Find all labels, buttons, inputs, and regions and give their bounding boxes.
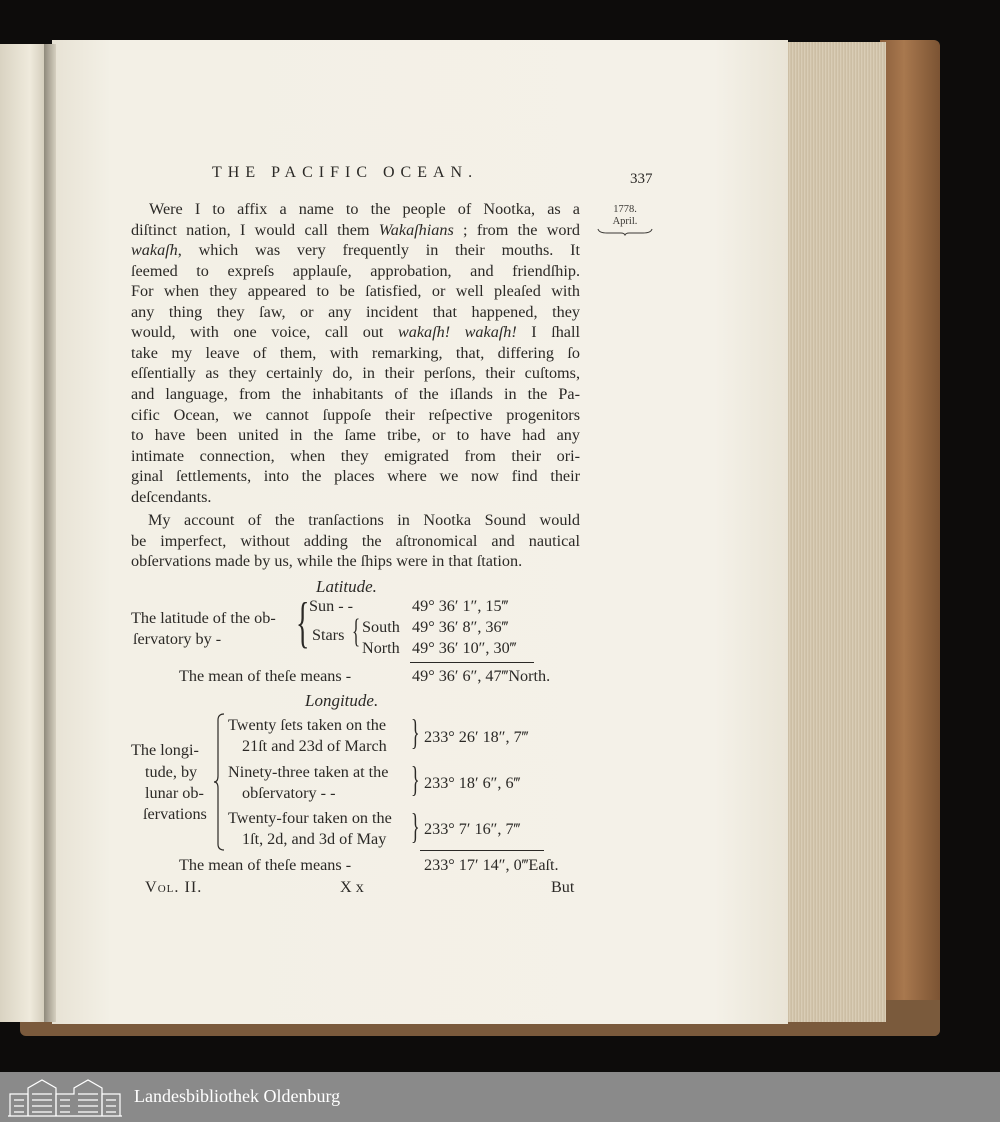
latitude-north-label: North (362, 639, 400, 657)
latitude-label-2: ſervatory by - (133, 630, 222, 648)
library-building-icon (8, 1076, 122, 1118)
longitude-row-3-line-1: Twenty-four taken on the (228, 809, 392, 827)
text-line: be imperfect, without adding the aſtronomical and nautical (131, 531, 580, 550)
latitude-mean-label: The mean of theſe means - (179, 667, 352, 685)
longitude-label-3: lunar ob- (145, 784, 204, 802)
text-line: eſſentially as they certainly do, in their perſons, their cuſtoms, (131, 364, 580, 383)
row-3-brace-icon: } (411, 806, 420, 846)
margin-month: April. (612, 216, 638, 227)
book-gutter (44, 44, 56, 1022)
latitude-mean-value: 49° 36′ 6″, 47‴North. (412, 667, 551, 685)
longitude-mean-label: The mean of theſe means - (179, 856, 352, 874)
margin-date (600, 204, 650, 236)
text-line: diſtinct nation, I would call them Wakaſhians ; from the word (131, 220, 580, 239)
latitude-rule (410, 662, 534, 663)
longitude-row-2-line-1: Ninety-three taken at the (228, 763, 389, 781)
margin-year: 1778. (613, 204, 637, 215)
latitude-brace-icon: { (296, 592, 310, 654)
book-cover-right (880, 40, 940, 1036)
text-line: ginal ſettlements, into the places where we now find their (131, 467, 580, 486)
latitude-north-value: 49° 36′ 10″, 30‴ (412, 639, 517, 657)
latitude-heading: Latitude. (316, 577, 377, 596)
longitude-heading: Longitude. (305, 691, 379, 710)
text-line: to have been united in the ſame tribe, or to have had any (131, 426, 580, 445)
longitude-label-2: tude, by (145, 763, 198, 781)
text-line: Were I to affix a name to the people of Nootka, as a (149, 200, 580, 218)
text-line: and language, from the inhabitants of the iſlands in the Pa- (131, 384, 580, 403)
text-line: cific Ocean, we cannot ſuppoſe their reſpective progenitors (131, 405, 580, 424)
text-line: take my leave of them, with remarking, that, differing ſo (131, 343, 580, 362)
latitude-south-value: 49° 36′ 8″, 36‴ (412, 618, 509, 636)
margin-brace-icon (597, 228, 653, 236)
text-line: ſeemed to expreſs applauſe, approbation, and friendſhip. (131, 261, 580, 280)
longitude-row-1-value: 233° 26′ 18″, 7‴ (424, 728, 529, 746)
running-head: THE PACIFIC OCEAN. (212, 164, 479, 181)
page-number: 337 (630, 171, 653, 187)
text-line: would, with one voice, call out wakaſh! wakaſh! I ſhall (131, 323, 580, 342)
row-1-brace-icon: } (411, 712, 420, 752)
text-line: wakaſh, which was very frequently in their mouths. It (131, 241, 580, 260)
longitude-row-2-value: 233° 18′ 6″, 6‴ (424, 774, 521, 792)
text-line: any thing they ſaw, or any incident that happened, they (131, 302, 580, 321)
volume-label: Vol. II. (145, 878, 203, 896)
longitude-row-2-line-2: obſervatory - - (242, 784, 336, 802)
stars-brace-icon: { (352, 613, 361, 650)
latitude-sun-label: Sun - - (309, 597, 354, 615)
signature-mark: X x (340, 878, 364, 896)
longitude-row-3-value: 233° 7′ 16″, 7‴ (424, 820, 521, 838)
longitude-row-3-line-2: 1ſt, 2d, and 3d of May (242, 830, 387, 848)
left-page (0, 44, 50, 1022)
latitude-stars-label: Stars (312, 626, 345, 644)
text-line: deſcendants. (131, 487, 212, 506)
catchword: But (551, 878, 575, 896)
latitude-sun-value: 49° 36′ 1″, 15‴ (412, 597, 509, 615)
text-line: My account of the tranſactions in Nootka Sound would (148, 511, 580, 529)
longitude-mean-value: 233° 17′ 14″, 0‴Eaſt. (424, 856, 559, 874)
latitude-south-label: South (362, 618, 400, 636)
row-2-brace-icon: } (411, 759, 420, 799)
longitude-row-1-line-1: Twenty ſets taken on the (228, 716, 387, 734)
text-line: For when they appeared to be ſatisfied, or well pleaſed with (131, 282, 580, 301)
longitude-row-1-line-2: 21ſt and 23d of March (242, 737, 387, 755)
longitude-label-1: The longi- (131, 741, 199, 759)
longitude-brace-icon (214, 712, 226, 852)
text-line: intimate connection, when they emigrated from their ori- (131, 446, 580, 465)
longitude-label-4: ſervations (143, 805, 207, 823)
latitude-label-1: The latitude of the ob- (131, 609, 276, 627)
text-line: obſervations made by us, while the ſhips were in that ſtation. (131, 552, 523, 571)
longitude-rule (420, 850, 544, 851)
page-edges (786, 42, 886, 1022)
library-name: Landesbibliothek Oldenburg (134, 1086, 341, 1106)
